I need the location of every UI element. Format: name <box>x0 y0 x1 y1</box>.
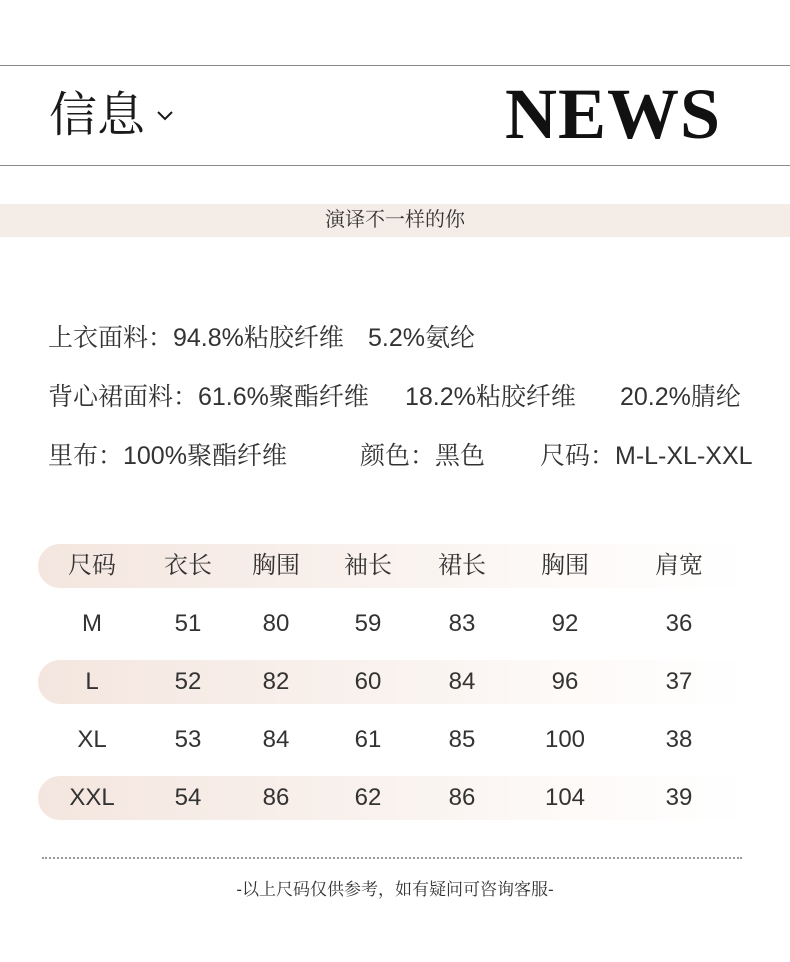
table-header-cell: 裙长 <box>438 552 486 579</box>
top-fabric-extra: 5.2%氨纶 <box>368 324 475 352</box>
table-header-row <box>38 544 750 588</box>
table-cell: 54 <box>174 784 202 811</box>
table-cell: 60 <box>354 668 382 695</box>
table-header-cell: 尺码 <box>68 552 116 579</box>
size-label-cell: L <box>85 668 99 695</box>
table-cell: 62 <box>354 784 382 811</box>
table-cell: 92 <box>551 610 579 637</box>
section-title: 信息 <box>49 89 146 142</box>
table-header-cell: 胸围 <box>541 552 589 579</box>
top-divider <box>0 65 790 66</box>
color-spec: 颜色：黑色 <box>360 442 486 470</box>
dotted-divider <box>42 857 742 859</box>
size-label-cell: XL <box>77 726 107 753</box>
lining-spec: 里布：100%聚酯纤维 <box>48 442 287 470</box>
size-range-spec: 尺码：M-L-XL-XXL <box>540 442 753 470</box>
table-cell: 37 <box>665 668 693 695</box>
tagline-text: 演译不一样的你 <box>325 209 465 231</box>
table-cell: 84 <box>262 726 290 753</box>
size-label-cell: M <box>82 610 102 637</box>
tagline-banner <box>0 204 790 237</box>
header-bottom-divider <box>0 165 790 166</box>
top-fabric-main: 上衣面料：94.8%粘胶纤维 <box>48 324 344 352</box>
table-header-cell: 胸围 <box>252 552 300 579</box>
table-row <box>38 718 750 762</box>
table-cell: 82 <box>262 668 290 695</box>
dress-fabric-third: 20.2%腈纶 <box>620 383 741 411</box>
table-header-cell: 袖长 <box>344 552 392 579</box>
table-cell: 61 <box>354 726 382 753</box>
table-cell: 53 <box>174 726 202 753</box>
table-cell: 85 <box>448 726 476 753</box>
dress-fabric-second: 18.2%粘胶纤维 <box>405 383 576 411</box>
table-cell: 36 <box>665 610 693 637</box>
table-row <box>38 602 750 646</box>
table-header-cell: 肩宽 <box>655 552 703 579</box>
chevron-down-icon <box>156 110 174 122</box>
table-cell: 59 <box>354 610 382 637</box>
table-cell: 38 <box>665 726 693 753</box>
table-cell: 96 <box>551 668 579 695</box>
table-row <box>38 660 750 704</box>
table-cell: 80 <box>262 610 290 637</box>
table-cell: 104 <box>544 784 586 811</box>
table-cell: 100 <box>544 726 586 753</box>
table-row <box>38 776 750 820</box>
size-disclaimer: -以上尺码仅供参考，如有疑问可咨询客服- <box>236 880 554 899</box>
table-cell: 51 <box>174 610 202 637</box>
table-cell: 52 <box>174 668 202 695</box>
table-cell: 86 <box>262 784 290 811</box>
table-header-cell: 衣长 <box>164 552 212 579</box>
size-label-cell: XXL <box>69 784 115 811</box>
table-cell: 83 <box>448 610 476 637</box>
dress-fabric-main: 背心裙面料：61.6%聚酯纤维 <box>48 383 369 411</box>
table-cell: 86 <box>448 784 476 811</box>
news-wordmark: NEWS <box>505 74 722 154</box>
table-cell: 39 <box>665 784 693 811</box>
table-cell: 84 <box>448 668 476 695</box>
